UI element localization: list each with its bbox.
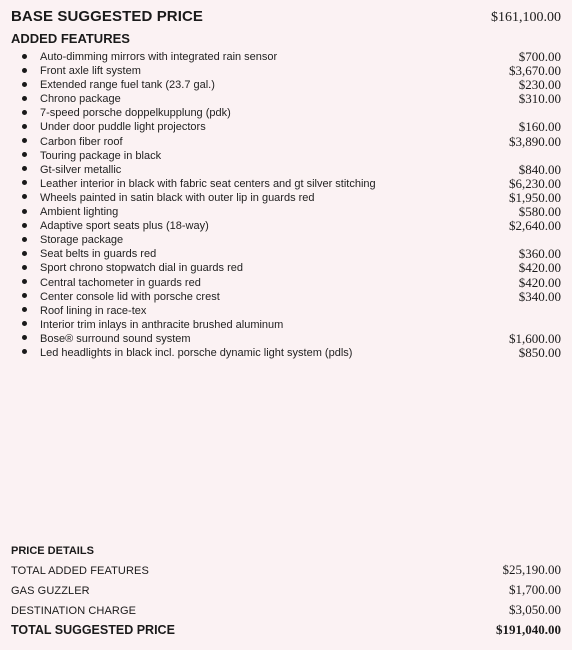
bullet-icon — [22, 237, 27, 242]
added-features-list — [0, 50, 572, 360]
feature-item — [0, 50, 572, 64]
price-details-title: PRICE DETAILS — [11, 545, 94, 557]
feature-name: Under door puddle light projectors — [40, 121, 206, 134]
bullet-icon — [22, 265, 27, 270]
bullet-icon — [22, 138, 27, 143]
feature-name: Storage package — [40, 234, 124, 247]
feature-item — [0, 219, 572, 233]
feature-item — [0, 106, 572, 120]
feature-item — [0, 191, 572, 205]
feature-item — [0, 163, 572, 177]
feature-name: Interior trim inlays in anthracite brushed aluminum — [40, 318, 284, 331]
feature-price: $160.00 — [518, 119, 561, 135]
gas-guzzler-value: $1,700.00 — [509, 582, 561, 597]
destination-charge-label: DESTINATION CHARGE — [11, 605, 137, 617]
feature-item — [0, 92, 572, 106]
bullet-icon — [22, 54, 27, 59]
feature-price: $700.00 — [518, 49, 561, 64]
feature-item — [0, 205, 572, 219]
feature-name: Chrono package — [40, 93, 121, 106]
destination-charge-value: $3,050.00 — [509, 602, 561, 617]
total-added-features-row — [11, 562, 561, 578]
total-suggested-price-row — [11, 622, 561, 638]
feature-item — [0, 304, 572, 318]
feature-price: $580.00 — [518, 204, 561, 220]
base-price-label: BASE SUGGESTED PRICE — [11, 8, 204, 25]
feature-price: $2,640.00 — [509, 218, 561, 234]
total-suggested-price-value: $191,040.00 — [496, 622, 561, 637]
feature-name: Leather interior in black with fabric seat centers and gt silver stitching — [40, 177, 376, 190]
feature-name: Bose® surround sound system — [40, 332, 191, 345]
base-price-value: $161,100.00 — [491, 10, 561, 25]
feature-item — [0, 261, 572, 275]
bullet-icon — [22, 209, 27, 214]
feature-name: Adaptive sport seats plus (18-way) — [40, 220, 209, 233]
feature-item — [0, 177, 572, 191]
bullet-icon — [22, 152, 27, 157]
base-price-row — [11, 8, 561, 26]
gas-guzzler-label: GAS GUZZLER — [11, 585, 90, 597]
feature-price: $420.00 — [518, 260, 561, 276]
feature-price: $420.00 — [518, 274, 561, 290]
bullet-icon — [22, 166, 27, 171]
feature-price: $230.00 — [518, 77, 561, 93]
feature-price: $850.00 — [518, 344, 561, 360]
feature-item — [0, 290, 572, 304]
feature-name: Central tachometer in guards red — [40, 276, 201, 289]
feature-item — [0, 318, 572, 332]
feature-item — [0, 346, 572, 360]
bullet-icon — [22, 110, 27, 115]
feature-name: Seat belts in guards red — [40, 248, 157, 261]
gas-guzzler-row — [11, 582, 561, 598]
feature-item — [0, 332, 572, 346]
feature-item — [0, 78, 572, 92]
feature-name: Center console lid with porsche crest — [40, 290, 220, 303]
feature-name: Carbon fiber roof — [40, 135, 123, 148]
feature-item — [0, 135, 572, 149]
destination-charge-row — [11, 602, 561, 618]
feature-item — [0, 276, 572, 290]
feature-name: Roof lining in race-tex — [40, 304, 147, 317]
feature-price: $840.00 — [518, 161, 561, 177]
bullet-icon — [22, 82, 27, 87]
total-added-features-value: $25,190.00 — [502, 562, 561, 577]
bullet-icon — [22, 293, 27, 298]
feature-item — [0, 120, 572, 134]
feature-item — [0, 149, 572, 163]
bullet-icon — [22, 124, 27, 129]
bullet-icon — [22, 251, 27, 256]
feature-item — [0, 247, 572, 261]
feature-price: $6,230.00 — [509, 175, 561, 191]
feature-name: Extended range fuel tank (23.7 gal.) — [40, 79, 215, 92]
bullet-icon — [22, 349, 27, 354]
feature-name: Gt-silver metallic — [40, 163, 122, 176]
feature-name: Touring package in black — [40, 149, 162, 162]
total-suggested-price-label: TOTAL SUGGESTED PRICE — [11, 623, 175, 637]
bullet-icon — [22, 279, 27, 284]
feature-price: $340.00 — [518, 288, 561, 304]
bullet-icon — [22, 321, 27, 326]
feature-name: Wheels painted in satin black with outer lip in guards red — [40, 191, 315, 204]
bullet-icon — [22, 335, 27, 340]
bullet-icon — [22, 180, 27, 185]
feature-price: $3,670.00 — [509, 63, 561, 79]
feature-name: 7-speed porsche doppelkupplung (pdk) — [40, 107, 231, 120]
feature-price: $310.00 — [518, 91, 561, 107]
feature-item — [0, 64, 572, 78]
bullet-icon — [22, 68, 27, 73]
bullet-icon — [22, 307, 27, 312]
feature-price: $1,600.00 — [509, 330, 561, 346]
bullet-icon — [22, 194, 27, 199]
total-added-features-label: TOTAL ADDED FEATURES — [11, 565, 149, 577]
feature-name: Front axle lift system — [40, 65, 141, 78]
bullet-icon — [22, 223, 27, 228]
feature-price: $360.00 — [518, 246, 561, 262]
feature-price: $3,890.00 — [509, 133, 561, 149]
feature-item — [0, 233, 572, 247]
feature-name: Ambient lighting — [40, 206, 119, 219]
feature-name: Auto-dimming mirrors with integrated rain sensor — [40, 51, 278, 63]
feature-name: Led headlights in black incl. porsche dynamic light system (pdls) — [40, 346, 353, 359]
feature-price: $1,950.00 — [509, 189, 561, 205]
added-features-title: ADDED FEATURES — [11, 31, 130, 46]
bullet-icon — [22, 96, 27, 101]
feature-name: Sport chrono stopwatch dial in guards red — [40, 262, 244, 275]
